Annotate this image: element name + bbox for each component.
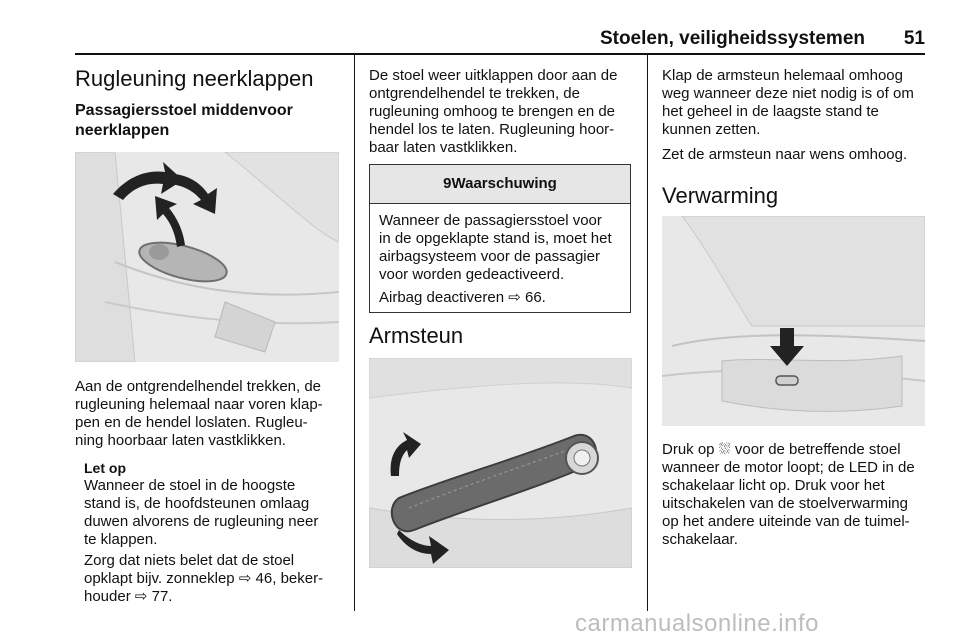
page-number: 51	[903, 28, 925, 49]
warning-text: Wanneer de passagiersstoel voor in de opgeklapte stand is, moet het airbagsysteem voor de passagier voor worden gedeactiveerd.	[379, 212, 612, 283]
subheading-passagiersstoel: Passagiersstoel middenvoor neerklappen	[75, 102, 293, 139]
column-divider-2	[647, 55, 648, 611]
section-heading-verwarming: Verwarming	[662, 183, 779, 208]
section-heading-rugleuning: Rugleuning neerklappen	[75, 66, 314, 91]
note-block: Let op Wanneer de stoel in de hoogste stand is, de hoofdsteunen omlaag duwen alvorens de rugleuning neer te klappen.	[84, 460, 319, 548]
paragraph-uitklappen: De stoel weer uitklappen door aan de ontgrendelhendel te trekken, de rugleuning omhoog te brengen en de hendel los te laten. Rugleuning hoor‐ baar laten vastklikken.	[369, 67, 618, 156]
armrest-illustration	[369, 358, 632, 568]
seat-heating-illustration	[662, 216, 925, 426]
paragraph-ontgrendelhendel: Aan de ontgrendelhendel trekken, de rugleuning helemaal naar voren klap‐ pen en de hendel loslaten. Rugleu‐ ning hoorbaar laten vastklikken.	[75, 378, 323, 449]
figure-armrest	[369, 358, 632, 568]
warning-title: Waarschuwing	[451, 175, 557, 192]
header-title: Stoelen, veiligheidssystemen	[599, 28, 865, 49]
section-heading-armsteun: Armsteun	[369, 323, 464, 348]
column-divider-1	[354, 55, 355, 611]
warning-header	[370, 165, 630, 204]
paragraph-armsteun-omhoog: Klap de armsteun helemaal omhoog weg wanneer deze niet nodig is of om het geheel in de laagste stand te kunnen zetten.	[662, 67, 914, 138]
warning-box	[369, 164, 631, 313]
airbag-link[interactable]: Airbag deactiveren ⇨ 66.	[379, 289, 546, 306]
paragraph-armsteun-wens: Zet de armsteun naar wens omhoog.	[662, 146, 908, 163]
warning-icon: 9	[443, 175, 452, 192]
note-label: Let op	[84, 460, 126, 476]
seat-fold-illustration	[75, 152, 339, 362]
warning-ref	[379, 289, 546, 307]
paragraph-verwarming: Druk op ⛆ voor de betreffende stoel wanneer de motor loopt; de LED in de schakelaar licht op. Druk voor het uitschakelen van de stoelverwarming op het andere uiteinde van de tuimel‐ schakelaar.	[662, 441, 915, 548]
watermark: carmanualsonline.info	[575, 610, 819, 637]
note-paragraph-2: Zorg dat niets belet dat de stoel opklapt bijv. zonneklep ⇨ 46, beker‐ houder ⇨ 77.	[84, 552, 324, 605]
figure-seat-heating	[662, 216, 925, 426]
figure-seat-fold	[75, 152, 339, 362]
page-header	[75, 28, 925, 50]
header-rule	[75, 53, 925, 55]
